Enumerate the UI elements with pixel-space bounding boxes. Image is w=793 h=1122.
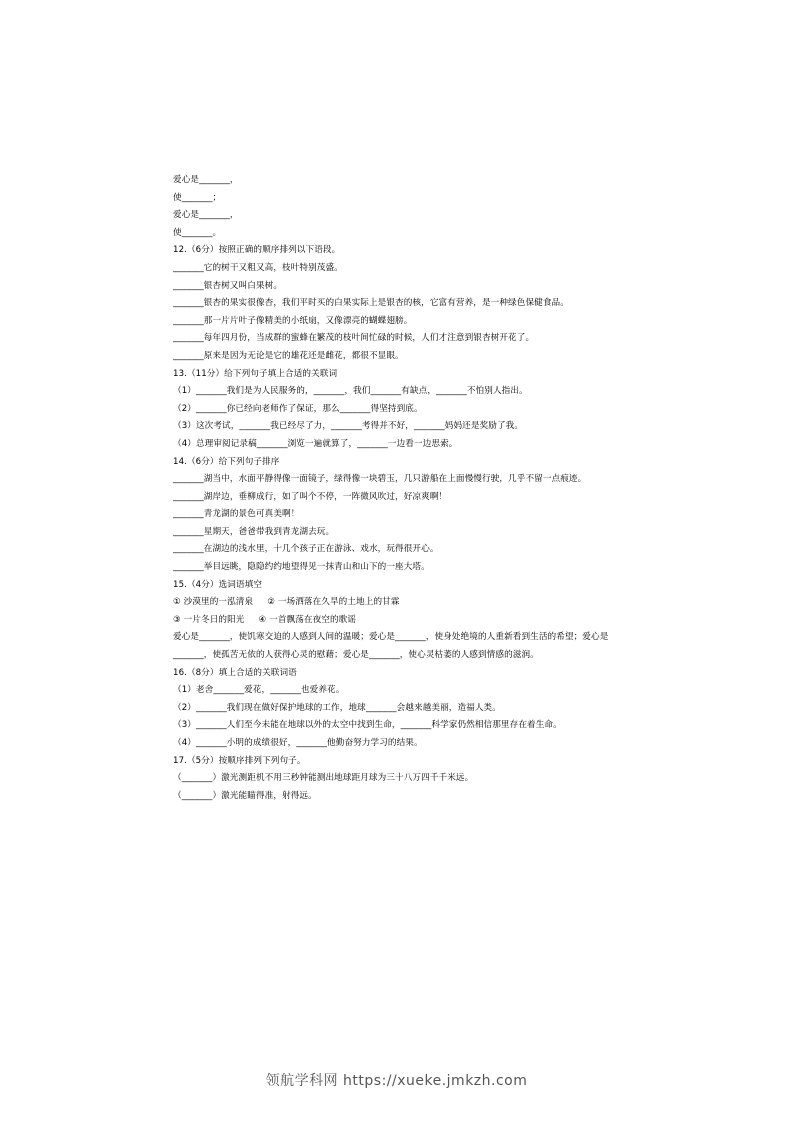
q14-line: _______举目远眺，隐隐约约地望得见一抹青山和山下的一座大塔。 [173,562,430,573]
q16-line: （4）_______小明的成绩很好，_______他勤奋努力学习的结果。 [173,738,423,748]
q12-line: _______银杏树又叫白果树。 [173,280,283,291]
q14-line: _______湖当中，水面平静得像一面镜子，绿得像一块碧玉，几只游船在上面慢慢行驶，几乎不留一点痕迹。 [173,474,587,485]
question-14-title: 14.（6分）给下列句子排序 [173,456,280,467]
q15-option: ③ 一片冬日的阳光 [173,614,245,625]
q12-line: _______每年四月份，当成群的蜜蜂在繁茂的枝叶间忙碌的时候，人们才注意到银杏树开花了。 [173,333,535,344]
q15-options-row [173,612,623,630]
text-line: 爱心是_______， [173,175,239,185]
q15-option: ④ 一首飘荡在夜空的歌谣 [258,614,357,625]
text-line: 使_______； [173,192,222,203]
q14-line: _______青龙湖的景色可真美啊！ [173,509,300,520]
q15-option: ① 沙漠里的一泓清泉 [173,597,254,608]
q13-line: （4）总理审阅记录稿_______浏览一遍就算了，_______一边看一边思索。 [173,438,458,449]
q16-line: （1）老舍_______爱花，_______也爱养花。 [173,685,345,696]
q14-line: _______星期天，爸爸带我到青龙湖去玩。 [173,526,335,537]
q13-line: （1）_______我们是为人民服务的，_______，我们_______有缺点，_______不怕别人指出。 [173,386,528,397]
q12-line: _______银杏的果实很像杏，我们平时买的白果实际上是银杏的核，它富有营养，是一种绿色保健食品。 [173,298,569,309]
footer-watermark: 领航学科网 https://xueke.jmkzh.com [265,1073,528,1089]
question-16-title: 16.（8分）填上合适的关联词语 [173,667,297,678]
question-15-title: 15.（4分）选词语填空 [173,579,263,590]
q16-line: （3）_______人们至今未能在地球以外的太空中找到生命，_______科学家仍然相信那里存在着生命。 [173,720,562,731]
q12-line: _______原来是因为无论是它的雄花还是雌花，都很不显眼。 [173,350,404,361]
question-17-title: 17.（5分）按顺序排列下列句子。 [173,755,306,766]
q13-line: （2）_______你已经向老师作了保证，那么_______得坚持到底。 [173,403,423,414]
q16-line: （2）_______我们现在做好保护地球的工作，地球_______会越来越美丽，造福人类。 [173,702,501,713]
q12-line: _______它的树干又粗又高，枝叶特别茂盛。 [173,262,343,273]
q17-line: （_______）激光能瞄得准，射得远。 [173,790,317,801]
text-line: 使_______。 [173,227,222,238]
q12-line: _______那一片片叶子像精美的小纸扇，又像漂亮的蝴蝶翅膀。 [173,315,413,326]
q15-paragraph: 爱心是_______，使饥寒交迫的人感到人间的温暖；爱心是_______，使身处绝境的人重新看到生活的希望；爱心是_______，使孤苦无依的人获得心灵的慰藉；爱心是_______，使心灵枯萎的人感到情感的滋润。 [173,632,609,661]
worksheet-page [173,172,623,805]
question-13-title: 13.（11分）给下列句子填上合适的关联词 [173,368,338,379]
q17-line: （_______）激光测距机不用三秒钟能测出地球距月球为三十八万四千千米远。 [173,773,474,784]
q15-options-row [173,594,623,612]
text-line: 爱心是_______， [173,210,239,221]
question-12-title: 12.（6分）按照正确的顺序排列以下语段。 [173,245,341,256]
q15-option: ② 一场洒落在久旱的土地上的甘霖 [267,597,400,608]
q14-line: _______湖岸边，垂柳成行，如了叫个不停，一阵微风吹过，好凉爽啊！ [173,491,448,502]
q14-line: _______在湖边的浅水里，十几个孩子正在游泳、戏水，玩得很开心。 [173,544,439,555]
q13-line: （3）这次考试，_______我已经尽了力，_______考得并不好，_______妈妈还是奖励了我。 [173,421,524,432]
